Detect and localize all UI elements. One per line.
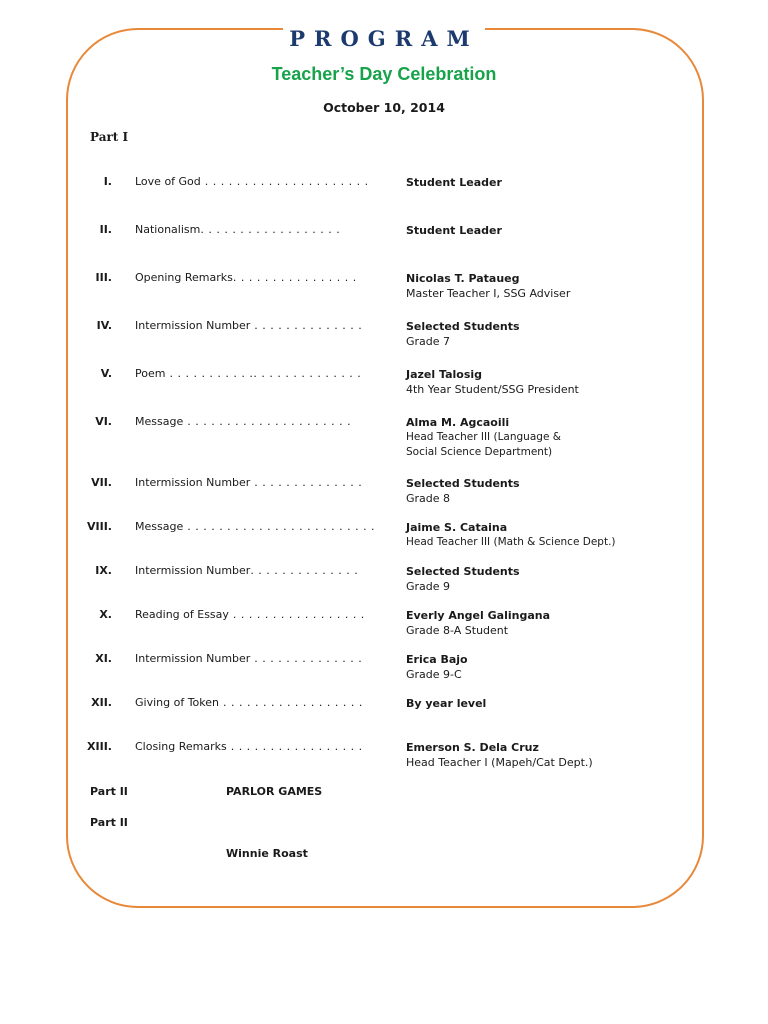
item-assignee [406,740,593,770]
item-number: XI. [95,652,112,665]
item-title [135,520,375,533]
dot-leader: . . . . . . . . . . . . . . . . . [228,608,365,621]
item-assignee [406,696,486,711]
dot-leader: . . . . . . . . . . . . . . [250,319,363,332]
item-title [135,223,340,236]
assignee-name: Alma M. Agcaoili [406,416,510,429]
assignee-detail: 4th Year Student/SSG President [406,383,579,396]
item-assignee [406,271,570,301]
item-assignee [406,223,502,238]
program-border-frame [66,28,704,908]
event-subtitle: Teacher’s Day Celebration [271,64,497,84]
item-number: II. [99,223,112,236]
assignee-name: Student Leader [406,176,502,189]
assignee-detail: Head Teacher I (Mapeh/Cat Dept.) [406,756,593,769]
assignee-name: Emerson S. Dela Cruz [406,741,539,754]
item-number: VIII. [87,520,112,533]
item-title-text: Nationalism [135,223,201,236]
item-title-text: Intermission Number [135,564,251,577]
dot-leader: . . . . . . . . . . . . . . . . . . . . . [200,175,369,188]
dot-leader: . . . . . . . . . . . . . . . . . . [219,696,363,709]
item-number: VI. [95,415,112,428]
assignee-name: Student Leader [406,224,502,237]
dot-leader: . . . . . . . . . . . . . . . . . . [200,223,341,236]
assignee-name: Jaime S. Cataina [406,521,508,534]
item-number: X. [99,608,112,621]
item-title [135,696,363,709]
item-title [135,319,362,332]
dot-leader: . . . . . . . . . . . . . . . . [232,271,357,284]
item-title [135,564,358,577]
item-title [135,652,362,665]
item-title-text: Poem [135,367,166,380]
assignee-name: Selected Students [406,565,520,578]
item-title-text: Message [135,415,184,428]
item-number: V. [100,367,112,380]
assignee-detail: Social Science Department) [406,446,553,458]
assignee-name: Erica Bajo [406,653,468,666]
item-assignee [406,175,502,190]
item-title [135,175,369,188]
item-number: XIII. [87,740,112,753]
item-title [135,740,363,753]
assignee-detail: Master Teacher I, SSG Adviser [406,287,571,300]
assignee-detail: Grade 9 [406,580,451,593]
program-title: PROGRAM [0,24,768,54]
item-title-text: Intermission Number [135,319,251,332]
item-number: IV. [96,319,112,332]
event-date: October 10, 2014 [323,100,445,115]
assignee-name: By year level [406,697,487,710]
item-title-text: Opening Remarks [135,271,233,284]
assignee-detail: Head Teacher III (Math & Science Dept.) [406,536,616,548]
item-title-text: Giving of Token [135,696,219,709]
part-three-title: Winnie Roast [226,847,308,860]
dot-leader: . . . . . . . . . . . . . . [250,476,363,489]
assignee-name: Jazel Talosig [406,368,483,381]
item-assignee [406,652,468,682]
item-number: XII. [91,696,112,709]
item-assignee [406,564,520,594]
item-assignee [406,520,616,550]
dot-leader: . . . . . . . . . . . . . . . . . [226,740,363,753]
assignee-detail: Grade 7 [406,335,451,348]
item-title [135,476,362,489]
item-assignee [406,367,579,397]
assignee-detail: Head Teacher III (Language & [406,431,561,443]
part-one-label: Part I [90,130,129,144]
item-number: I. [103,175,112,188]
item-assignee [406,608,550,638]
item-title [135,415,351,428]
item-title-text: Love of God [135,175,201,188]
dot-leader: . . . . . . . . . . . . . . . . . . . . . . . . [183,520,376,533]
assignee-name: Selected Students [406,320,520,333]
item-title-text: Intermission Number [135,652,251,665]
item-number: IX. [95,564,112,577]
assignee-detail: Grade 9-C [406,668,462,681]
item-title-text: Intermission Number [135,476,251,489]
dot-leader: . . . . . . . . . . . . . . . . . . . . . [183,415,352,428]
part-three-label: Part II [90,816,128,829]
item-title [135,271,357,284]
dot-leader: . . . . . . . . . . . . . . [250,564,359,577]
part-two-title: PARLOR GAMES [226,785,323,798]
item-assignee [406,476,520,506]
item-assignee [406,415,561,460]
dot-leader: . . . . . . . . . . .. . . . . . . . . . . . . . [165,367,362,380]
dot-leader: . . . . . . . . . . . . . . [250,652,363,665]
assignee-name: Nicolas T. Pataueg [406,272,520,285]
item-title [135,367,361,380]
item-number: VII. [91,476,112,489]
item-title-text: Reading of Essay [135,608,229,621]
item-title [135,608,365,621]
assignee-detail: Grade 8-A Student [406,624,509,637]
assignee-name: Everly Angel Galingana [406,609,550,622]
item-number: III. [95,271,112,284]
item-title-text: Closing Remarks [135,740,227,753]
assignee-detail: Grade 8 [406,492,451,505]
item-title-text: Message [135,520,184,533]
item-assignee [406,319,520,349]
assignee-name: Selected Students [406,477,520,490]
part-two-label: Part II [90,785,128,798]
